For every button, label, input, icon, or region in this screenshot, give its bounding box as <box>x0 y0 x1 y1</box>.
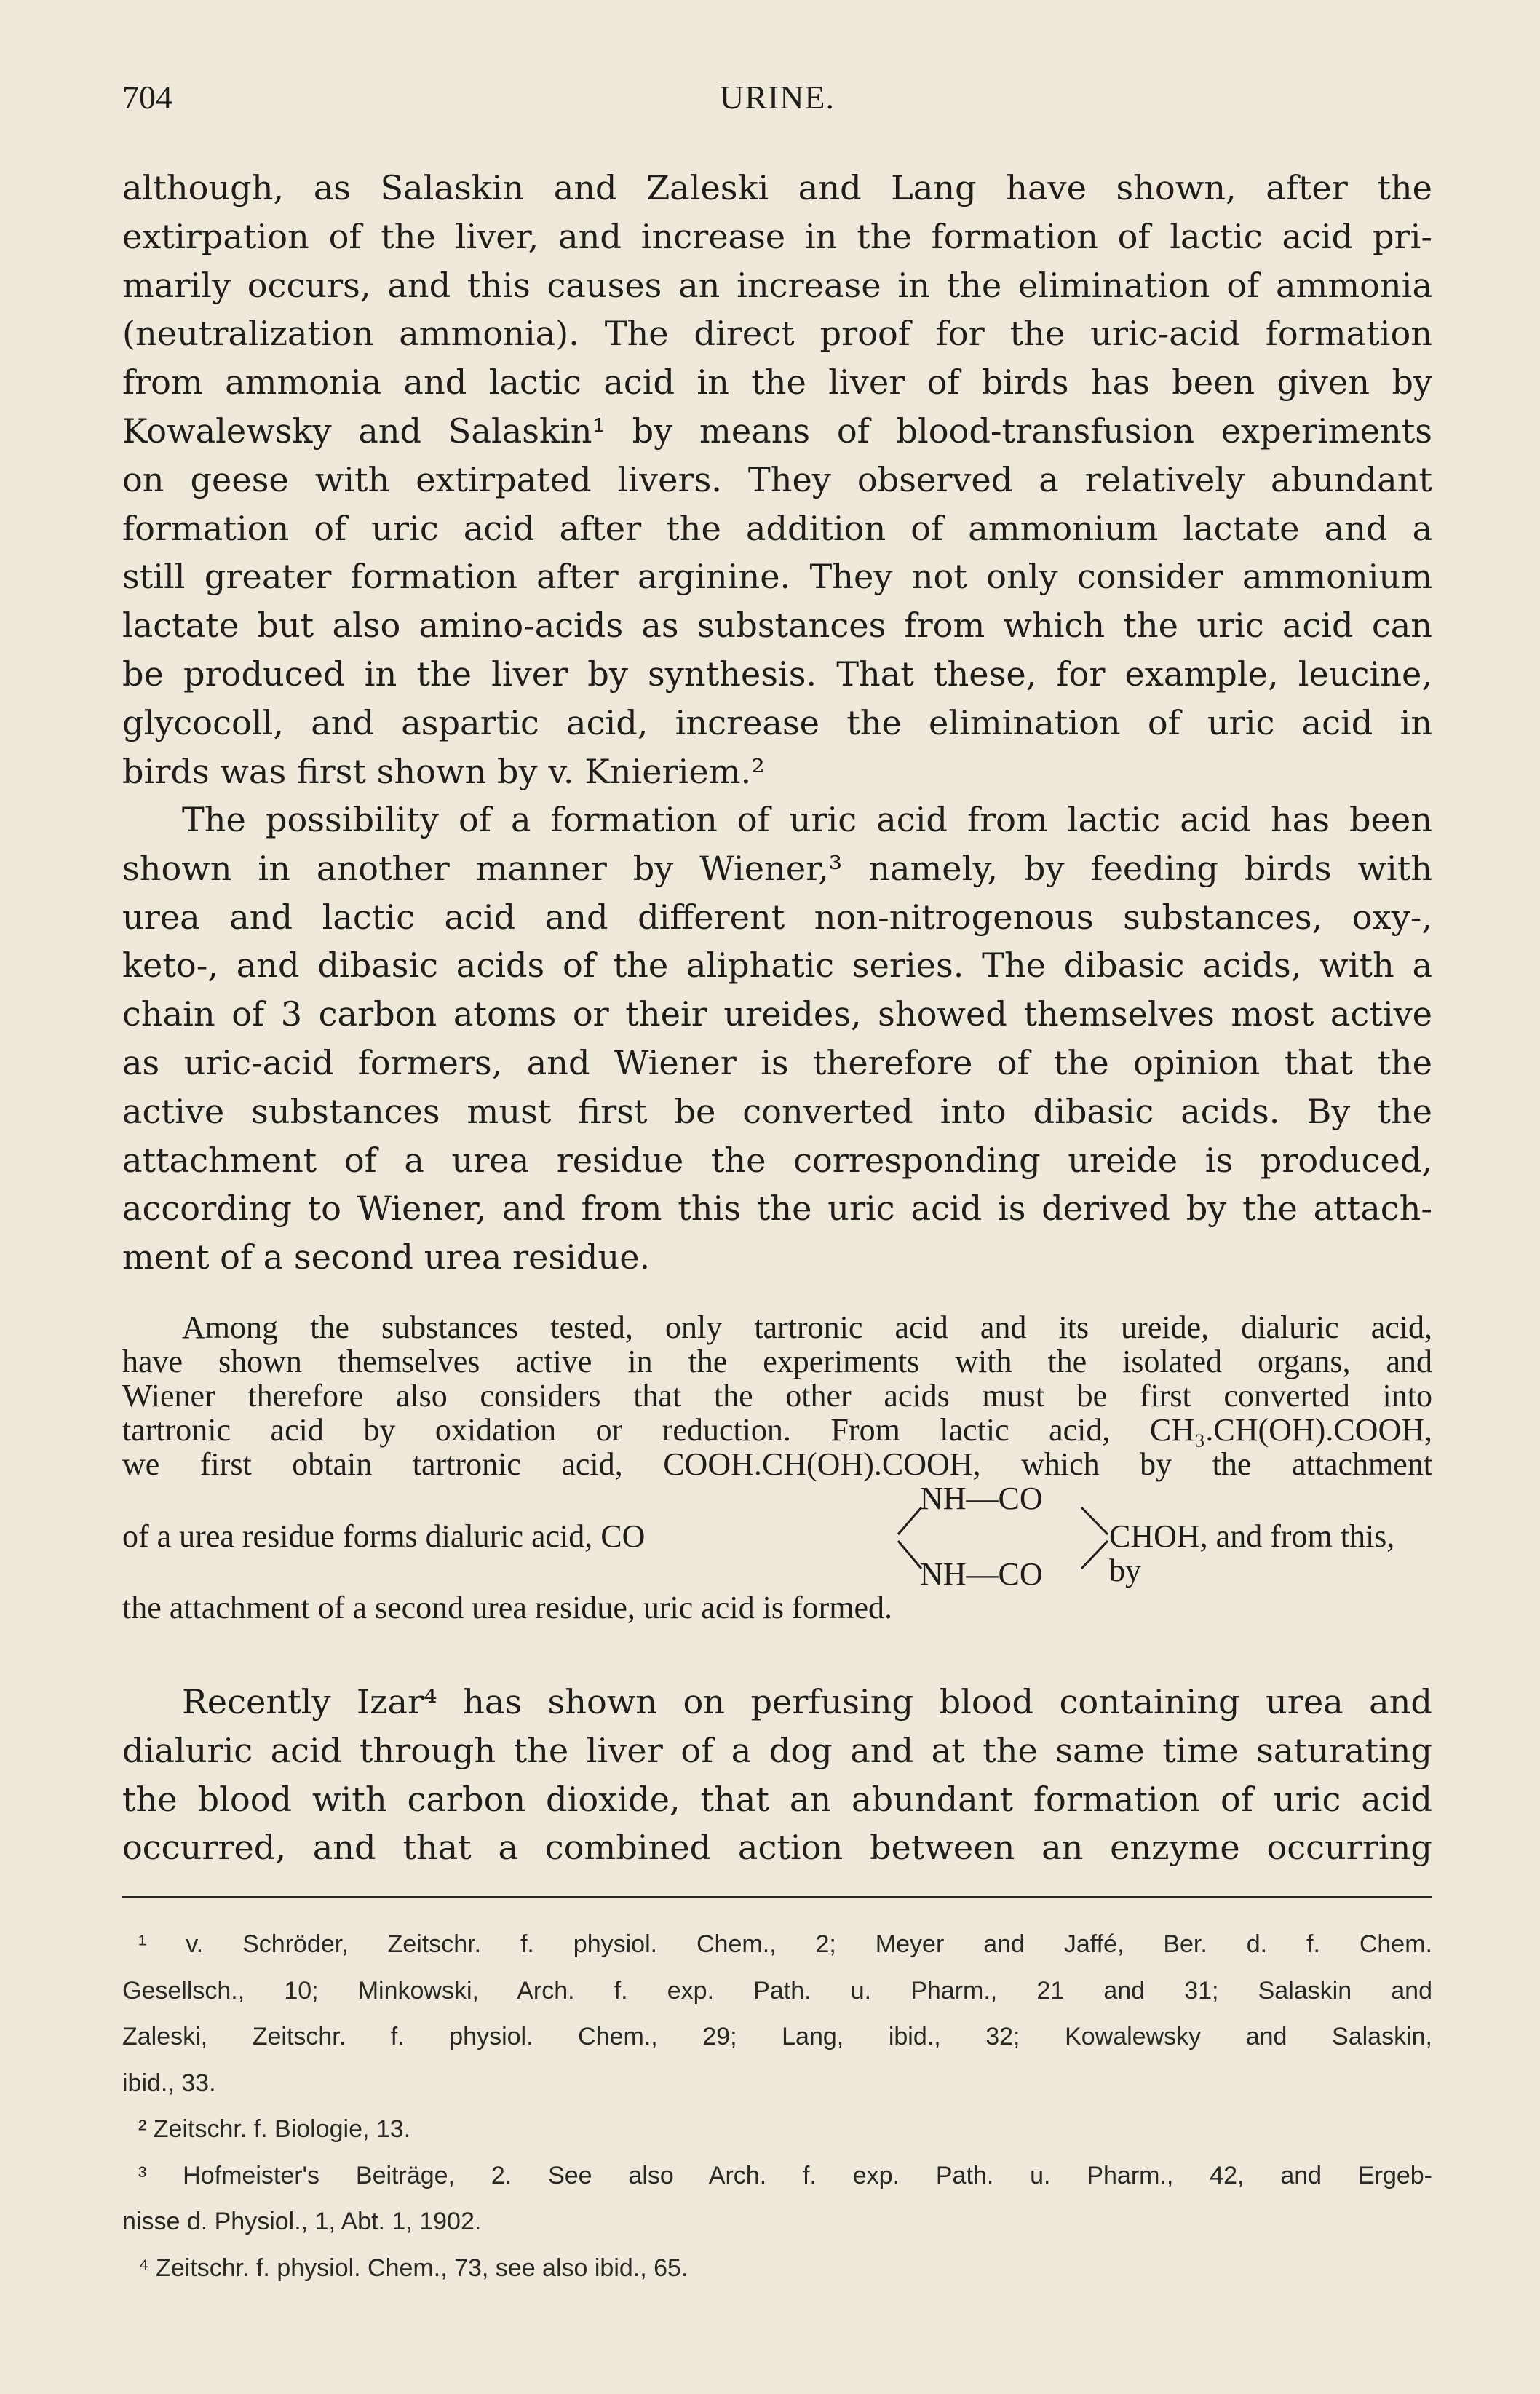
footnote-line: ⁴ Zeitschr. f. physiol. Chem., 73, see also ibid., 65. <box>138 2254 688 2282</box>
text-line: Among the substances tested, only tartronic acid and its ureide, dialuric acid, <box>182 1309 1432 1345</box>
text-line: occurred, and that a combined action between an enzyme occurring <box>122 1828 1432 1868</box>
small-print-paragraph <box>122 1310 1432 1625</box>
running-title: URINE. <box>719 79 836 116</box>
text-line: keto-, and dibasic acids of the aliphatic series. The dibasic acids, with a <box>122 946 1432 986</box>
text-line: (neutralization ammonia). The direct proof for the uric-acid formation <box>122 314 1432 354</box>
text-line: be produced in the liver by synthesis. That these, for example, leucine, <box>122 654 1432 694</box>
text-line: on geese with extirpated livers. They observed a relatively abundant <box>122 459 1432 499</box>
text-line: glycocoll, and aspartic acid, increase the elimination of uric acid in <box>122 702 1432 742</box>
footnote-line: Gesellsch., 10; Minkowski, Arch. f. exp. Path. u. Pharm., 21 and 31; Salaskin and <box>122 1976 1432 2005</box>
text-line: birds was first shown by v. Knieriem.² <box>122 751 765 791</box>
text-line: lactate but also amino-acids as substances from which the uric acid can <box>122 606 1432 646</box>
text-line: Recently Izar⁴ has shown on perfusing blood containing urea and <box>182 1682 1432 1721</box>
text-line: ment of a second urea residue. <box>122 1237 651 1277</box>
text-line: urea and lactic acid and different non-nitrogenous substances, oxy-, <box>122 897 1432 937</box>
text-line: dialuric acid through the liver of a dog and at the same time saturating <box>122 1730 1432 1770</box>
text-line: the blood with carbon dioxide, that an abundant formation of uric acid <box>122 1779 1432 1819</box>
page-header <box>122 76 1432 119</box>
text-line: we first obtain tartronic acid, COOH.CH(OH).COOH, which by the attachment <box>122 1446 1432 1482</box>
text-line: although, as Salaskin and Zaleski and Lang have shown, after the <box>122 168 1432 207</box>
text-line: extirpation of the liver, and increase in the formation of lactic acid pri- <box>122 216 1432 256</box>
footnote-line: ibid., 33. <box>122 2069 216 2097</box>
footnote-line: ² Zeitschr. f. Biologie, 13. <box>138 2115 411 2143</box>
footnote-line: ¹ v. Schröder, Zeitschr. f. physiol. Chem., 2; Meyer and Jaffé, Ber. d. f. Chem. <box>138 1930 1432 1958</box>
paragraph-3 <box>122 1678 1432 1872</box>
footnote-line: nisse d. Physiol., 1, Abt. 1, 1902. <box>122 2208 482 2235</box>
bond-line <box>1081 1541 1108 1569</box>
text-line: chain of 3 carbon atoms or their ureides, showed themselves most active <box>122 994 1432 1034</box>
text-line: according to Wiener, and from this the uric acid is derived by the attach- <box>122 1189 1432 1229</box>
text-line: active substances must first be converted into dibasic acids. By the <box>122 1091 1432 1131</box>
bond-line <box>898 1507 921 1534</box>
paragraph-2 <box>122 796 1432 1282</box>
formula-upper-group: NH—CO <box>920 1481 1043 1516</box>
text-line: have shown themselves active in the experiments with the isolated organs, and <box>122 1344 1432 1379</box>
page-number: 704 <box>122 79 172 116</box>
text-line: Wiener therefore also considers that the other acids must be first converted into <box>122 1378 1432 1414</box>
footnotes <box>122 1922 1432 2291</box>
text-line: marily occurs, and this causes an increase in the elimination of ammonia <box>122 265 1432 305</box>
formula-trail-text: CHOH, and from this, by <box>1109 1518 1395 1588</box>
text-line: the attachment of a second urea residue, uric acid is formed. <box>122 1590 892 1625</box>
footnote-divider <box>122 1896 1432 1898</box>
text-line: still greater formation after arginine. They not only consider ammonium <box>122 557 1432 597</box>
text-line: shown in another manner by Wiener,³ namely, by feeding birds with <box>122 848 1432 888</box>
text-line: tartronic acid by oxidation or reduction. From lactic acid, CH₃.CH(OH).COOH, <box>122 1412 1432 1448</box>
paragraph-1 <box>122 164 1432 796</box>
text-line: formation of uric acid after the addition of ammonium lactate and a <box>122 508 1432 548</box>
text-line: as uric-acid formers, and Wiener is therefore of the opinion that the <box>122 1042 1432 1082</box>
text-line: attachment of a urea residue the corresponding ureide is produced, <box>122 1140 1432 1180</box>
footnote-line: Zaleski, Zeitschr. f. physiol. Chem., 29; Lang, ibid., 32; Kowalewsky and Salaskin, <box>122 2023 1432 2050</box>
bond-line <box>1081 1507 1108 1534</box>
footnote-line: ³ Hofmeister's Beiträge, 2. See also Arch. f. exp. Path. u. Pharm., 42, and Ergeb- <box>138 2161 1432 2189</box>
bond-line <box>898 1541 921 1569</box>
text-line: from ammonia and lactic acid in the liver of birds has been given by <box>122 362 1432 403</box>
formula-lead-text: of a urea residue forms dialuric acid, CO <box>122 1518 646 1554</box>
formula-lower-group: NH—CO <box>920 1556 1043 1592</box>
text-line: The possibility of a formation of uric acid from lactic acid has been <box>182 800 1432 839</box>
dialuric-acid-formula <box>122 1481 1432 1590</box>
text-line: Kowalewsky and Salaskin¹ by means of blood-transfusion experiments <box>122 411 1432 451</box>
